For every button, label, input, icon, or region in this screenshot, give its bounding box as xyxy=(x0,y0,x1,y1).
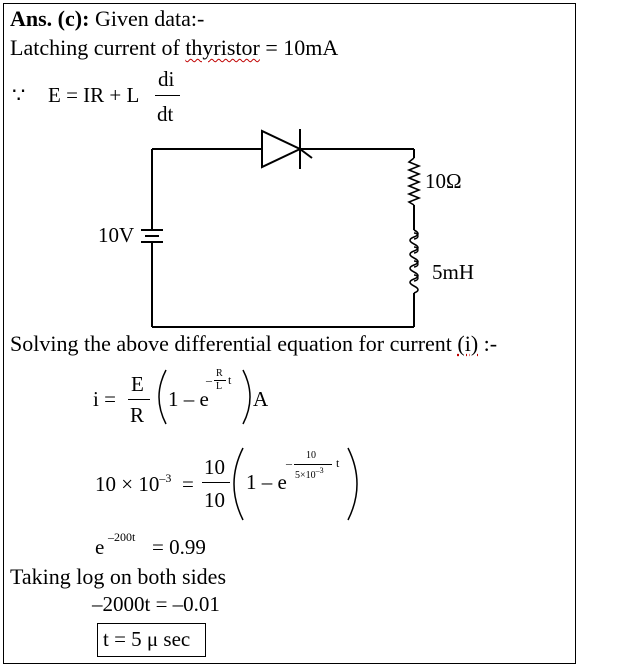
eq2-denominator: R xyxy=(130,403,145,427)
eq2-exp-numerator: R xyxy=(216,368,223,379)
eq2-one-minus-e: 1 – e xyxy=(168,387,209,411)
eq2-unit: A xyxy=(253,387,269,411)
solving-variable: (i) xyxy=(457,331,479,356)
eq3-exp-den-base: 5×10 xyxy=(295,470,316,481)
eq2-numerator: E xyxy=(131,372,144,396)
eq3-equals: = xyxy=(182,472,194,496)
eq1-denominator: dt xyxy=(157,102,174,126)
voltage-label: 10V xyxy=(98,223,135,247)
eq1-numerator: di xyxy=(158,67,175,91)
eq2-exp-minus: – xyxy=(206,373,212,387)
eq2-lhs: i = xyxy=(93,387,116,411)
eq3-lhs-exponent: –3 xyxy=(159,471,172,485)
eq3-one-minus-e: 1 – e xyxy=(246,470,287,494)
final-answer: t = 5 μ sec xyxy=(103,627,191,651)
eq3-exp-t: t xyxy=(336,456,340,470)
latching-prefix: Latching current of xyxy=(10,35,186,60)
eq2-exp-denominator: L xyxy=(216,381,223,392)
resistance-label: 10Ω xyxy=(425,169,462,193)
eq2-exp-t: t xyxy=(228,373,232,387)
thyristor-word: thyristor xyxy=(185,35,260,60)
eq3-exp-den-exponent: –3 xyxy=(315,466,324,475)
eq4-e: e xyxy=(95,535,105,559)
given-data-label: Given data:- xyxy=(94,6,205,31)
eq3-exp-minus: – xyxy=(286,456,292,470)
because-symbol: ∵ xyxy=(12,83,26,107)
eq5: –2000t = –0.01 xyxy=(92,592,220,616)
eq1-lhs: E = IR + L xyxy=(48,83,140,107)
eq3-exp-numerator: 10 xyxy=(306,450,316,461)
solving-text: Solving the above differential equation for current xyxy=(10,331,458,356)
eq3-denominator: 10 xyxy=(204,488,225,512)
eq4-rhs: = 0.99 xyxy=(152,535,206,559)
eq3-lhs-base: 10 × 10 xyxy=(95,472,160,496)
taking-log-text: Taking log on both sides xyxy=(10,564,227,589)
eq3-exp-denominator xyxy=(295,467,324,481)
solving-suffix: :- xyxy=(478,331,498,356)
latching-value: = 10mA xyxy=(259,35,339,60)
eq4-exponent: –200t xyxy=(108,530,136,544)
inductance-label: 5mH xyxy=(432,260,474,284)
answer-label: Ans. (c): xyxy=(10,6,90,31)
eq3-numerator: 10 xyxy=(204,455,225,479)
eq3-exp-bar xyxy=(294,464,332,465)
